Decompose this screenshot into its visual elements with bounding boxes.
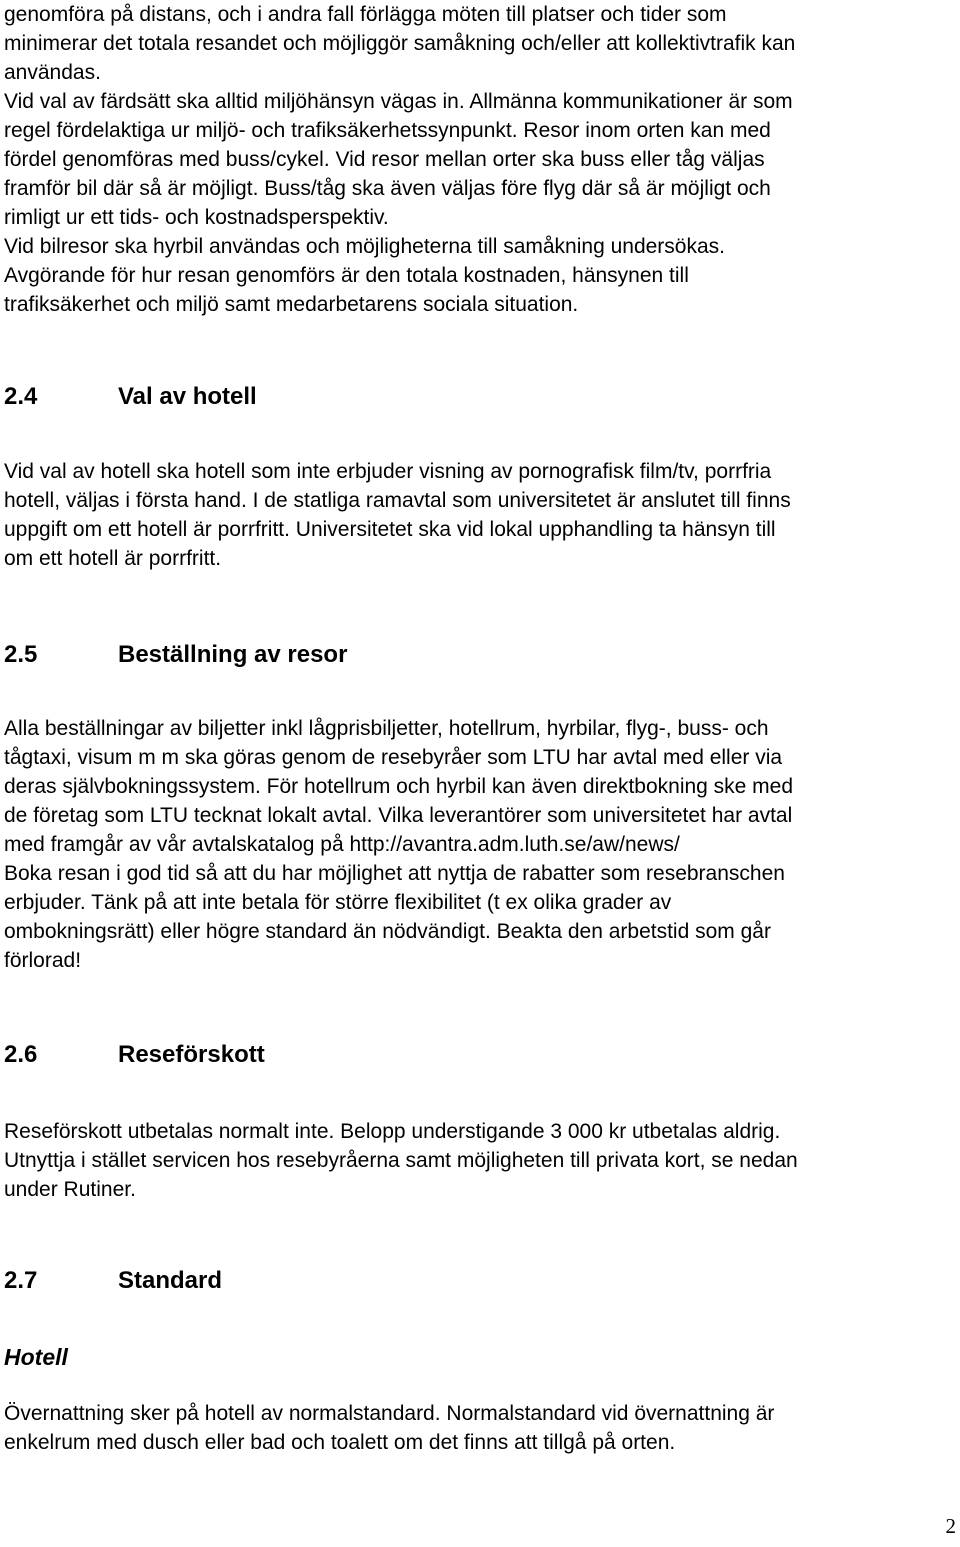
text-line: Vid bilresor ska hyrbil användas och möjligheterna till samåkning undersökas. xyxy=(4,235,725,258)
text-line: användas. xyxy=(4,61,101,84)
text-line: tågtaxi, visum m m ska göras genom de resebyråer som LTU har avtal med eller via xyxy=(4,746,783,769)
text-line: minimerar det totala resandet och möjliggör samåkning och/eller att kollektivtrafik kan xyxy=(4,32,796,55)
text-line: Avgörande för hur resan genomförs är den totala kostnaden, hänsynen till xyxy=(4,264,689,287)
subheading-hotell: Hotell xyxy=(4,1344,68,1370)
text-line: Vid val av hotell ska hotell som inte erbjuder visning av pornografisk film/tv, porrfria xyxy=(4,460,772,483)
section-2-5-paragraph xyxy=(4,714,960,975)
text-line: Vid val av färdsätt ska alltid miljöhänsyn vägas in. Allmänna kommunikationer är som xyxy=(4,90,793,113)
text-line: de företag som LTU tecknat lokalt avtal. Vilka leverantörer som universitetet har avtal xyxy=(4,804,793,827)
page-number: 2 xyxy=(945,1514,956,1538)
text-line: trafiksäkerhet och miljö samt medarbetarens sociala situation. xyxy=(4,293,579,316)
text-line: Reseförskott utbetalas normalt inte. Belopp understigande 3 000 kr utbetalas aldrig. xyxy=(4,1120,781,1143)
text-line: under Rutiner. xyxy=(4,1178,136,1201)
text-line: genomföra på distans, och i andra fall förlägga möten till platser och tider som xyxy=(4,3,727,26)
text-line: förlorad! xyxy=(4,949,82,972)
text-line: rimligt ur ett tids- och kostnadsperspektiv. xyxy=(4,206,389,229)
text-line: Boka resan i god tid så att du har möjlighet att nyttja de rabatter som resebranschen xyxy=(4,862,785,885)
text-line: deras självbokningssystem. För hotellrum och hyrbil kan även direktbokning ske med xyxy=(4,775,794,798)
text-line: Alla beställningar av biljetter inkl lågprisbiljetter, hotellrum, hyrbilar, flyg-, buss- och xyxy=(4,717,769,740)
text-line: uppgift om ett hotell är porrfritt. Universitetet ska vid lokal upphandling ta hänsyn till xyxy=(4,518,776,541)
section-2-7-paragraph xyxy=(4,1399,960,1457)
section-title: Val av hotell xyxy=(118,383,257,410)
intro-paragraph xyxy=(4,0,960,319)
text-line: Övernattning sker på hotell av normalstandard. Normalstandard vid övernattning är xyxy=(4,1402,775,1425)
text-line: Utnyttja i stället servicen hos resebyråerna samt möjligheten till privata kort, se nedan xyxy=(4,1149,798,1172)
section-title: Beställning av resor xyxy=(118,641,348,668)
section-heading-2-5 xyxy=(4,640,347,670)
text-line: regel fördelaktiga ur miljö- och trafiksäkerhetssynpunkt. Resor inom orten kan med xyxy=(4,119,771,142)
section-number: 2.5 xyxy=(4,641,38,668)
section-2-4-paragraph xyxy=(4,457,960,573)
section-title: Reseförskott xyxy=(118,1041,265,1068)
text-line: enkelrum med dusch eller bad och toalett om det finns att tillgå på orten. xyxy=(4,1431,676,1454)
section-title: Standard xyxy=(118,1267,223,1294)
text-line: hotell, väljas i första hand. I de statliga ramavtal som universitetet är anslutet till finns xyxy=(4,489,791,512)
text-line: erbjuder. Tänk på att inte betala för större flexibilitet (t ex olika grader av xyxy=(4,891,672,914)
section-heading-2-7 xyxy=(4,1266,222,1296)
text-line: ombokningsrätt) eller högre standard än nödvändigt. Beakta den arbetstid som går xyxy=(4,920,771,943)
text-line: fördel genomföras med buss/cykel. Vid resor mellan orter ska buss eller tåg väljas xyxy=(4,148,765,171)
section-heading-2-6 xyxy=(4,1040,265,1070)
text-line: framför bil där så är möjligt. Buss/tåg ska även väljas före flyg där så är möjligt och xyxy=(4,177,771,200)
section-heading-2-4 xyxy=(4,382,257,412)
section-number: 2.4 xyxy=(4,383,38,410)
text-line: om ett hotell är porrfritt. xyxy=(4,547,222,570)
text-line: med framgår av vår avtalskatalog på http://avantra.adm.luth.se/aw/news/ xyxy=(4,833,680,856)
section-number: 2.6 xyxy=(4,1041,38,1068)
section-2-6-paragraph xyxy=(4,1117,960,1204)
section-number: 2.7 xyxy=(4,1267,38,1294)
